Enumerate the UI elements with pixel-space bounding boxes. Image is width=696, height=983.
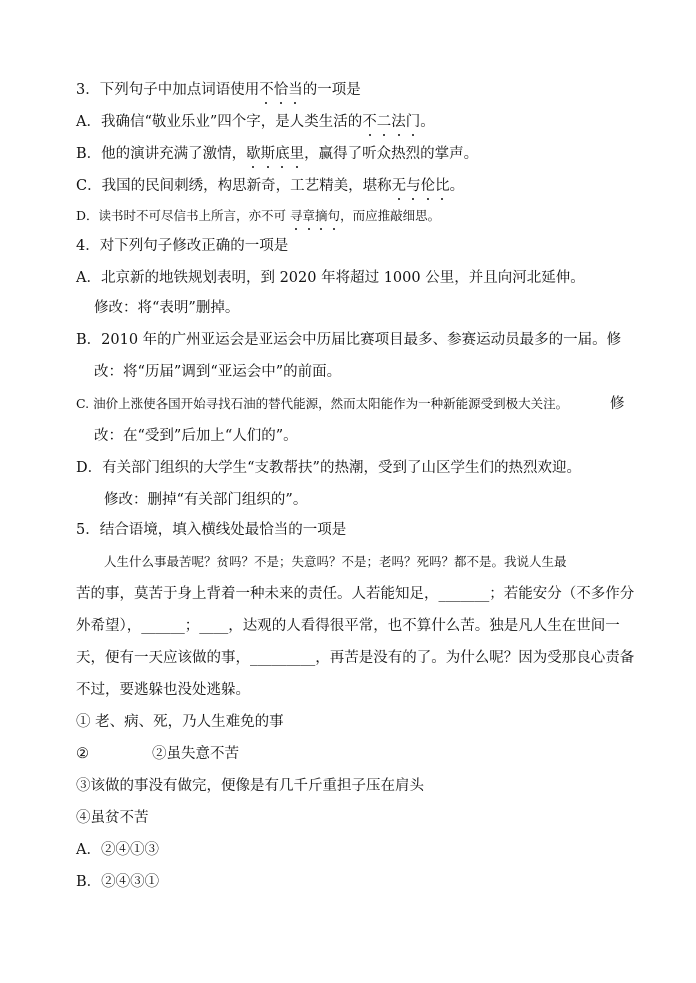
q5-item-4: ④虽贫不苦 [76, 810, 149, 826]
q4-option-c: C. 油价上涨使各国开始寻找石油的替代能源，然而太阳能作为一种新能源受到极大关注。 [76, 396, 569, 411]
q5-passage-line-5: 不过，要逃躲也没处逃躲。 [76, 682, 250, 698]
q5-item-2: ②虽失意不苦 [152, 746, 239, 762]
q5-passage-line-3: 外希望），______；____，达观的人看得很平常，也不算什么苦。独是凡人生在世间一 [76, 618, 620, 634]
q3-option-c: C．我国的民间刺绣，构思新奇，工艺精美，堪称无与伦比。 [76, 178, 465, 194]
q4-option-c-fix: 改：在“受到”后加上“人们的”。 [94, 428, 298, 444]
q3-option-b: B．他的演讲充满了激情，歇斯底里，赢得了听众热烈的掌声。 [76, 146, 479, 162]
q4-option-d: D．有关部门组织的大学生“支教帮扶”的热潮，受到了山区学生们的热烈欢迎。 [76, 460, 581, 476]
q4-option-a-fix: 修改：将“表明”删掉。 [94, 300, 240, 316]
q5-passage-line-2: 苦的事，莫苦于身上背着一种未来的责任。人若能知足，_______；若能安分（不多作分 [76, 586, 635, 602]
q3-option-d: D．读书时不可尽信书上所言，亦不可 寻章摘句，而应推敲细思。 [76, 206, 440, 226]
q4-option-d-fix: 修改：删掉“有关部门组织的”。 [104, 492, 308, 508]
q4-option-c-tail: 修 [610, 396, 625, 412]
q4-stem: 4．对下列句子修改正确的一项是 [76, 238, 289, 254]
q5-passage-line-1: 人生什么事最苦呢？贫吗？不是；失意吗？不是；老吗？死吗？都不是。我说人生最 [104, 554, 567, 569]
q4-option-a: A．北京新的地铁规划表明，到 2020 年将超过 1000 公里，并且向河北延伸。 [76, 270, 585, 286]
q5-answer-b: B．②④③① [76, 874, 160, 890]
q5-answer-a: A．②④①③ [76, 842, 159, 858]
q4-option-b-fix: 改：将“历届”调到“亚运会中”的前面。 [94, 364, 342, 380]
q4-option-b: B．2010 年的广州亚运会是亚运会中历届比赛项目最多、参赛运动员最多的一届。修 [76, 332, 622, 348]
q3-option-a: A．我确信“敬业乐业”四个字，是人类生活的不二法门。 [76, 114, 435, 130]
q5-stem: 5．结合语境，填入横线处最恰当的一项是 [76, 522, 347, 538]
q5-passage-line-4: 天，便有一天应该做的事，_________，再苦是没有的了。为什么呢？因为受那良心责备 [76, 650, 635, 666]
q5-item-1: ① 老、病、死，乃人生难免的事 [76, 714, 284, 730]
q5-item-2-number: ② [76, 746, 89, 762]
q3-stem: 3．下列句子中加点词语使用不恰当的一项是 [76, 82, 361, 98]
q5-item-3: ③该做的事没有做完，便像是有几千斤重担子压在肩头 [76, 778, 424, 794]
